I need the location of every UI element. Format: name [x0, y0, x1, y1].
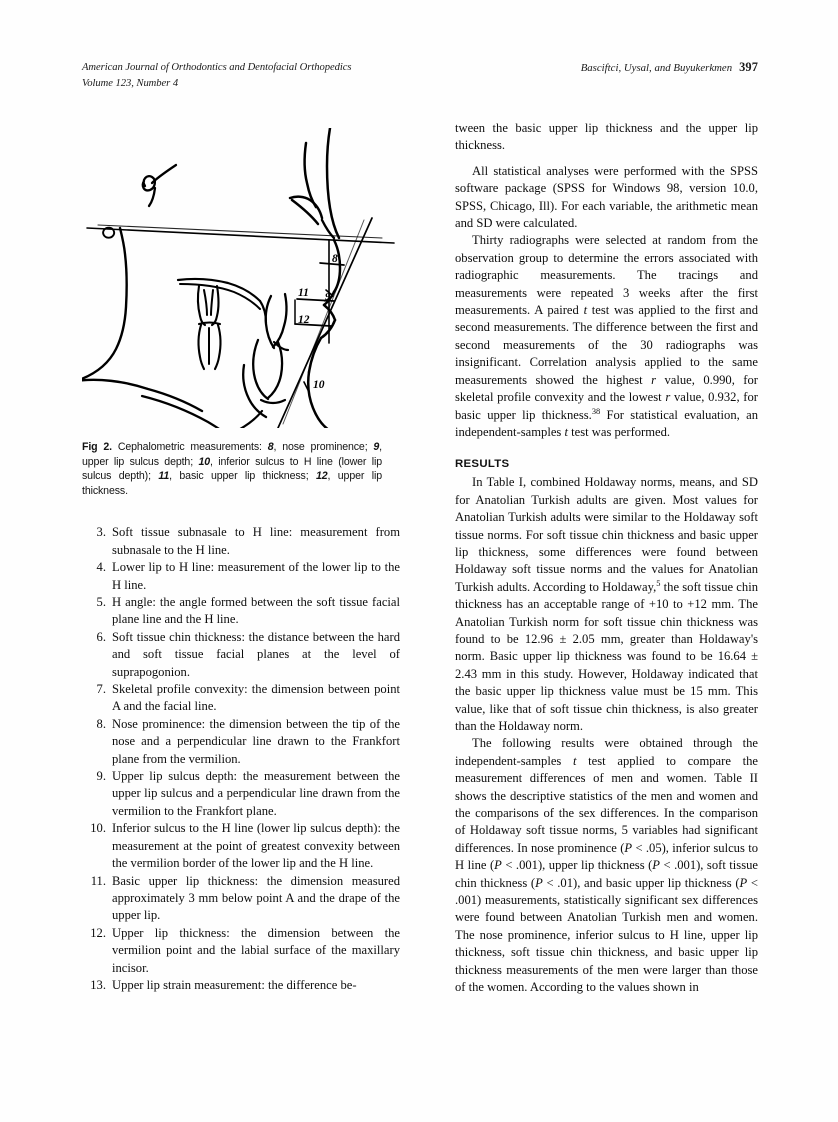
- running-head: [82, 60, 758, 94]
- list-item-number: 9.: [96, 769, 106, 784]
- method-error-part-3: value, 0.990, for skeletal profile convexity and the lowest: [455, 372, 758, 405]
- volume-issue: Volume 123, Number 4: [82, 77, 179, 89]
- p-value-italic-3: P: [652, 858, 660, 873]
- p-value-italic-2: P: [494, 858, 502, 873]
- method-error-part-4: value, 0.932, for basic upper lip thickness.: [455, 390, 758, 422]
- figure-label-9: 9: [325, 292, 331, 303]
- list-item-number: 13.: [90, 977, 106, 992]
- list-item-text: Inferior sulcus to the H line (lower lip sulcus depth): the measurement at the point of greatest convexity between the vermilion border of the lower lip and the H line.: [112, 821, 400, 871]
- right-column: [455, 120, 758, 997]
- sex-diff-part-5: < .001), soft tissue chin thickness (: [455, 858, 758, 890]
- figure-label-11: 11: [298, 287, 309, 299]
- list-item-text: Basic upper lip thickness: the dimension measured approximately 3 mm below point A and the drape of the upper lip.: [112, 873, 400, 923]
- nasal-tip: [290, 197, 322, 218]
- frankfort-plane-line: [87, 228, 394, 243]
- method-error-part-1: Thirty radiographs were selected at random from the observation group to determine the errors associated with radiographic measurements. The tracings and measurements were repeated 3 weeks after the first measurements. A paired: [455, 233, 758, 318]
- list-item: [82, 629, 400, 681]
- p-value-italic-1: P: [624, 840, 633, 855]
- list-item-text: Skeletal profile convexity: the dimension between point A and the facial line.: [112, 682, 400, 714]
- list-item: [82, 716, 400, 768]
- figure-caption-num-10: 10: [198, 455, 210, 468]
- sex-diff-part-7: < .001) measurements, statistically significant sex differences were found between Anatolian Turkish men and women. The nose prominence, inferior sulcus to H line, upper lip thickness, soft tissue chin thickness, and basic upper lip thickness measurements of the men were larger than those of the women. According to the values shown in: [455, 875, 758, 995]
- list-item-number: 8.: [96, 716, 106, 731]
- list-item-number: 10.: [90, 821, 106, 836]
- figure-caption-num-11: 11: [158, 470, 170, 483]
- paragraph-gap: [455, 155, 758, 163]
- method-error-part-5: For statistical evaluation, an independent-samples: [455, 407, 758, 439]
- figure-caption-lead: Cephalometric measurements:: [111, 441, 268, 453]
- paragraph-results-sex-differences: [455, 735, 758, 996]
- sex-diff-part-4: < .001), upper lip thickness (: [501, 858, 653, 873]
- list-item-number: 6.: [96, 629, 106, 644]
- upper-lip-profile: [334, 240, 340, 292]
- journal-title: American Journal of Orthodontics and Dentofacial Orthopedics: [82, 62, 352, 73]
- h-line: [278, 218, 372, 428]
- list-item-text: Soft tissue subnasale to H line: measurement from subnasale to the H line.: [112, 525, 400, 557]
- list-item-text: Soft tissue chin thickness: the distance between the hard and soft tissue facial planes at the level of suprapogonion.: [112, 629, 400, 679]
- section-heading-results: RESULTS: [455, 458, 510, 471]
- figure-caption-num-9: 9: [373, 441, 380, 453]
- t-test-italic-2: t: [564, 424, 568, 439]
- sex-diff-part-1: The following results were obtained through the independent-samples: [455, 736, 758, 768]
- list-item: [82, 681, 400, 716]
- t-test-italic-3: t: [573, 753, 577, 768]
- list-item: [82, 820, 400, 872]
- figure-label-12: 12: [298, 314, 310, 326]
- list-item-number: 5.: [96, 595, 106, 609]
- figure-caption-num-12: 12: [315, 470, 328, 483]
- cephalometric-tracing-svg: [82, 128, 400, 428]
- p-value-italic-4: P: [535, 875, 543, 890]
- figure-caption-label: Fig 2.: [82, 441, 112, 453]
- figure-2-cephalometric-tracing: [82, 128, 400, 428]
- r-value-italic-2: r: [665, 390, 671, 405]
- paragraph-continued-text: tween the basic upper lip thickness and the upper lip thickness.: [455, 121, 758, 153]
- figure-caption-text-8: , nose prominence;: [273, 441, 374, 453]
- method-error-part-2: test was applied to the first and second measurements. The difference between the first and second measurements of the 30 radiographs was insignificant. Correlation analysis applied to the same measurements showed the highest: [455, 303, 758, 387]
- list-item-number: 7.: [96, 682, 106, 697]
- list-item-number: 12.: [90, 925, 106, 940]
- results-table1-part-1: In Table I, combined Holdaway norms, means, and SD for Anatolian Turkish adults are given. Most values for Anatolian Turkish adults were similar to the Holdaway soft tissue norms. For soft tissue chin thickness and basic upper lip thickness, some differences were found between Holdaway soft tissue norms and the values for Anatolian Turkish adults. According to Holdaway,: [455, 475, 758, 594]
- list-item-number: 4.: [96, 560, 106, 575]
- paragraph-statistical-analysis-text: All statistical analyses were performed with the SPSS software package (SPSS for Windows 98, version 10.0, SPSS, Chicago, Ill). For each variable, the arithmetic mean and SD were calculated.: [455, 163, 758, 231]
- figure-caption-text-12: , upper lip thickness.: [82, 470, 382, 497]
- list-item-text: H angle: the angle formed between the soft tissue facial plane line and the H line.: [112, 595, 400, 627]
- list-item-text: Lower lip to H line: measurement of the lower lip to the H line.: [112, 560, 400, 592]
- list-item: [82, 977, 400, 994]
- paragraph-results-table1: [455, 474, 758, 735]
- list-item-text: Upper lip sulcus depth: the measurement between the upper lip sulcus and a perpendicular line drawn from the vermilion to the Frankfort plane.: [112, 769, 400, 818]
- list-item-text: Nose prominence: the dimension between the tip of the nose and a perpendicular line drawn to the Frankfort plane from the vermilion.: [112, 716, 400, 766]
- sex-diff-part-2: test applied to compare the measurement differences of men and women. Table II shows the descriptive statistics of the men and women and the comparisons of the sex differences. In the comparison of Holdaway soft tissue norms, 5 variables had significant differences. In nose prominence (: [455, 753, 758, 855]
- sex-diff-part-6: < .01), and basic upper lip thickness (: [542, 875, 740, 890]
- paragraph-statistical-analysis: [455, 163, 758, 233]
- figure-label-8: 8: [332, 253, 338, 265]
- list-item: [82, 559, 400, 594]
- list-item-text: Upper lip strain measurement: the difference be-: [112, 977, 357, 992]
- list-item: [82, 524, 400, 559]
- figure-caption-text-11: , basic upper lip thickness;: [169, 470, 316, 483]
- paragraph-method-error: [455, 232, 758, 441]
- list-item-number: 3.: [96, 525, 106, 540]
- list-item: [82, 925, 400, 977]
- figure-2-caption: [82, 440, 382, 498]
- list-item: [82, 594, 400, 629]
- soft-tissue-forehead: [327, 128, 339, 238]
- reference-superscript-38: 38: [591, 406, 601, 416]
- author-list: Basciftci, Uysal, and Buyukerkmen: [580, 62, 733, 74]
- list-item: [82, 768, 400, 820]
- running-head-journal: [82, 60, 351, 91]
- p-value-italic-5: P: [739, 875, 748, 890]
- paragraph-continued: [455, 120, 758, 155]
- list-item-text: Upper lip thickness: the dimension between the vermilion point and the labial surface of the maxillary incisor.: [112, 925, 400, 975]
- figure-caption-text-10: , inferior sulcus to H line (lower lip sulcus depth);: [82, 455, 382, 483]
- page-number: 397: [739, 60, 758, 74]
- left-column: [82, 120, 400, 994]
- list-item-number: 11.: [90, 873, 106, 888]
- t-test-italic-1: t: [583, 303, 588, 318]
- results-table1-part-2: the soft tissue chin thickness has an acceptable range of +10 to +12 mm. The Anatolian Turkish norm for soft tissue chin thickness was found to be 12.96 ± 2.05 mm, greater than Holdaway's norm. Basic upper lip thickness was found to be 16.64 ± 2.43 mm in this study. However, Holdaway indicated that the basic upper lip thickness value must be 15 mm. This value, like that of soft tissue chin thickness, is also greater than the Holdaway norm.: [455, 579, 758, 733]
- figure-caption-num-8: 8: [267, 441, 274, 453]
- figure-label-10: 10: [313, 379, 325, 391]
- measurement-definitions-list: [82, 524, 400, 994]
- r-value-italic-1: r: [651, 372, 657, 387]
- figure-caption-text-9: , upper lip sulcus depth;: [82, 441, 382, 468]
- list-item: [82, 873, 400, 925]
- method-error-part-6: test was performed.: [567, 424, 671, 439]
- sex-diff-part-3: < .05), inferior sulcus to H line (: [455, 840, 758, 873]
- running-head-authors: [581, 60, 758, 77]
- reference-superscript-5: 5: [656, 578, 661, 588]
